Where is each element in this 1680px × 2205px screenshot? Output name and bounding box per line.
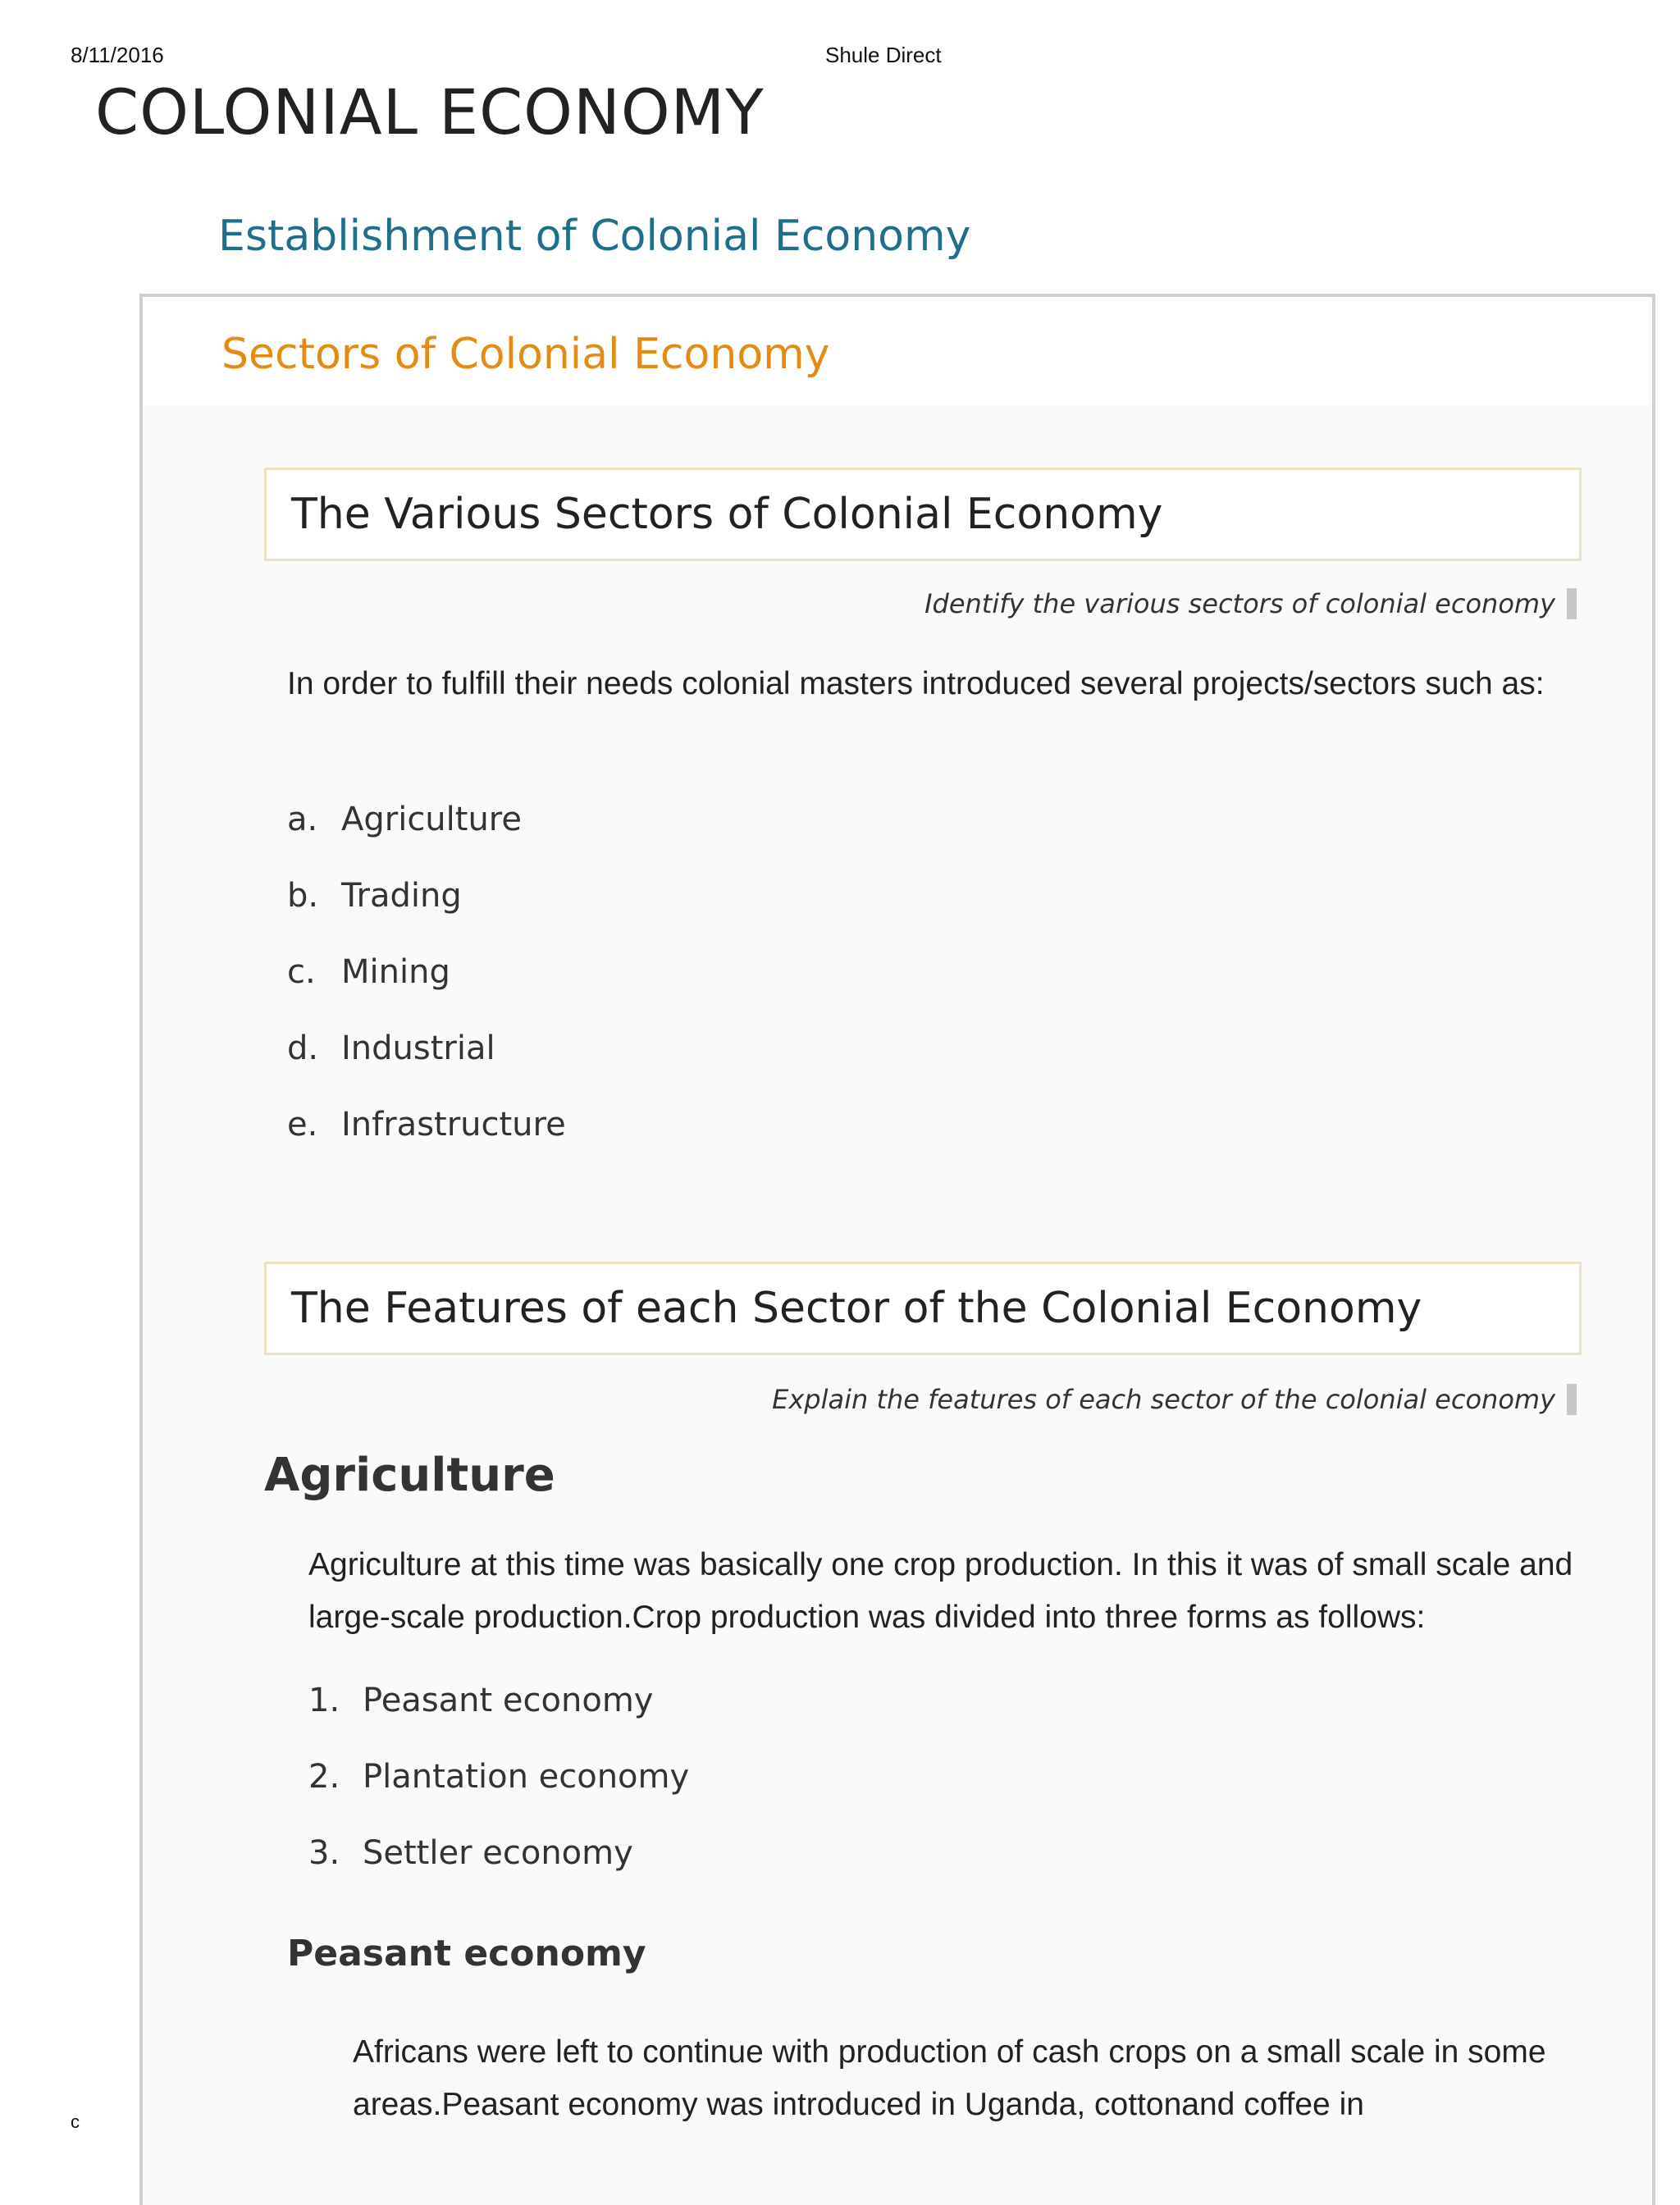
subsection-heading: Sectors of Colonial Economy <box>221 330 830 379</box>
list-item-label: Peasant economy <box>363 1681 654 1719</box>
list-marker: b. <box>287 876 319 915</box>
print-header <box>0 43 1680 72</box>
list-item <box>308 1662 689 1738</box>
peasant-economy-paragraph: Africans were left to continue with production of cash crops on a small scale in some areas.Peasant economy was introduced in Uganda, cottonand coffee in <box>353 2034 1546 2122</box>
objective-text: Identify the various sectors of colonial economy <box>924 588 1555 619</box>
print-date: 8/11/2016 <box>71 43 164 67</box>
list-item-label: Trading <box>341 876 462 915</box>
agriculture-paragraph: Agriculture at this time was basically one crop production. In this it was of small scale and large-scale production.Crop production was divided into three forms as follows: <box>308 1547 1573 1635</box>
list-marker: e. <box>287 1105 318 1144</box>
list-item <box>287 857 566 934</box>
list-item <box>287 781 566 857</box>
topic-title: The Features of each Sector of the Colonial Economy <box>291 1284 1422 1333</box>
topic-title-box-various-sectors <box>264 468 1582 561</box>
list-marker: c. <box>287 952 316 991</box>
topic-title: The Various Sectors of Colonial Economy <box>291 490 1163 539</box>
sectors-list <box>287 781 566 1162</box>
list-item-label: Mining <box>341 952 450 991</box>
list-item-label: Industrial <box>341 1029 495 1067</box>
objective-bar <box>1567 1384 1577 1415</box>
content-panel <box>139 294 1655 2205</box>
list-item <box>287 1086 566 1162</box>
list-marker: d. <box>287 1029 319 1067</box>
topic-title-box-features <box>264 1262 1582 1355</box>
page-footer-marker: c <box>71 2111 80 2132</box>
list-item-label: Agriculture <box>341 800 522 838</box>
list-item <box>287 934 566 1010</box>
list-item-label: Settler economy <box>363 1833 633 1872</box>
list-item-label: Plantation economy <box>363 1757 690 1796</box>
list-marker: 1. <box>308 1681 340 1719</box>
intro-paragraph: In order to fulfill their needs colonial masters introduced several projects/sectors such as: <box>287 666 1545 701</box>
section-heading: Establishment of Colonial Economy <box>218 212 971 261</box>
list-item <box>308 1815 689 1891</box>
learning-objective <box>772 1383 1577 1416</box>
list-marker: a. <box>287 800 318 838</box>
list-marker: 2. <box>308 1757 340 1796</box>
list-item <box>287 1010 566 1086</box>
page-title: COLONIAL ECONOMY <box>95 75 765 148</box>
learning-objective <box>924 587 1577 620</box>
objective-bar <box>1567 588 1577 619</box>
list-item-label: Infrastructure <box>341 1105 566 1144</box>
list-marker: 3. <box>308 1833 340 1872</box>
print-site-name: Shule Direct <box>825 43 942 67</box>
list-item <box>308 1738 689 1815</box>
crop-production-forms-list <box>308 1662 689 1891</box>
peasant-economy-heading: Peasant economy <box>287 1933 646 1974</box>
agriculture-heading: Agriculture <box>264 1449 555 1502</box>
objective-text: Explain the features of each sector of the colonial economy <box>772 1384 1555 1415</box>
